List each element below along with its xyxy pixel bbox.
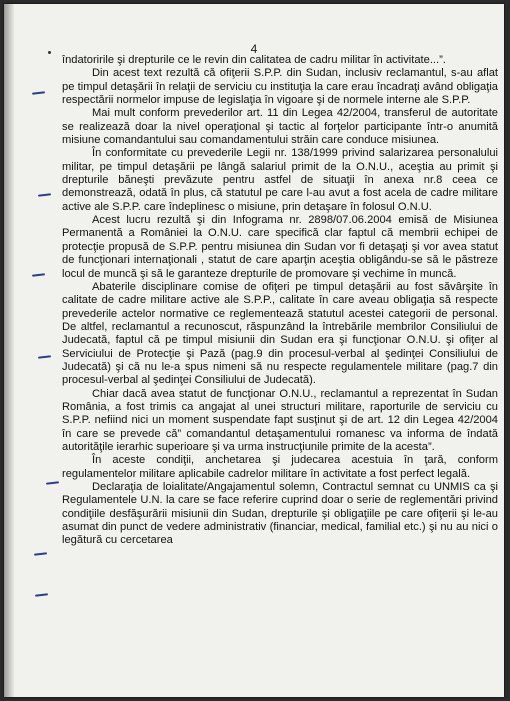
paragraph: Din acest text rezultă că ofiţerii S.P.P. din Sudan, inclusiv reclamantul, s-au aflat pe timpul detaşării în relaţii de serviciu cu instituţia la care erau încadraţi având obligaţia respectării normelor impuse de legislaţia în vigoare şi de normele interne ale S.P.P. [62, 67, 498, 107]
paragraph: Acest lucru rezultă şi din Infograma nr. 2898/07.06.2004 emisă de Misiunea Permanentă a României la O.N.U. care specifică clar faptul că membrii echipei de protecţie propusă de S.P.P. pentru misiunea din Sudan vor fi detaşaţi şi vor avea statut de funcţionari internaţionali , statut de care aparţin aceştia obligându-se să le păstreze locul de muncă şi să le garanteze drepturile de promovare şi vechime în muncă. [62, 214, 498, 280]
margin-pen-mark [34, 552, 47, 555]
paragraph: Declaraţia de loialitate/Angajamentul solemn, Contractul semnat cu UNMIS ca şi Regulamentele U.N. la care se face referire cuprind doar o serie de reglementări privind condiţiile desfăşurării misiunii din Sudan, drepturile şi obligaţiile pe care ofiţerii şi le-au asumat din punct de vedere administrativ (financiar, medical, familial etc.) şi nu au nici o legătură cu cercetarea [62, 481, 498, 547]
scan-speck [48, 51, 51, 54]
paragraph: îndatoririle şi drepturile ce le revin din calitatea de cadru militar în activitate...”. [62, 54, 446, 66]
paragraph: Mai mult conform prevederilor art. 11 din Legea 42/2004, transferul de autoritate se realizează doar la nivel operaţional şi tactic al forţelor participante într-o anumită misiune comandantului sau comandamentului străin care conduce misiunea. [62, 107, 498, 147]
margin-pen-mark [38, 355, 51, 358]
margin-pen-mark [38, 193, 51, 196]
document-page [4, 4, 504, 697]
document-body [62, 54, 498, 548]
paragraph: Abaterile disciplinare comise de ofiţeri pe timpul detaşării au fost săvârşite în calitate de cadre militare active ale S.P.P., calitate în care aveau obligaţia să respecte prevederile actelor normative ce reglementează statutul acestei categorii de personal. De altfel, reclamantul a recunoscut, răspunzând la întrebările membrilor Consiliului de Judecată, faptul că pe timpul misiunii din Sudan era şi funcţionar O.N.U. şi ofiţer al Serviciului de Protecţie şi Pază (pag.9 din procesul-verbal al şedinţei Consiliului de Judecată) şi că nu le-a spus nimeni să nu respecte regulamentele militare (pag.7 din procesul-verbal al şedinţei Consiliului de Judecată). [62, 280, 498, 387]
margin-pen-mark [35, 593, 48, 596]
paragraph: Chiar dacă avea statut de funcţionar O.N.U., reclamantul a reprezentat în Sudan România, a fost trimis ca angajat al unei structuri militare, raporturile de serviciu cu S.P.P. nefiind nici un moment suspendate fapt susţinut şi de art. 12 din Legea 42/2004 în care se prevede că” comandantul detaşamentului romanesc va informa de îndată autorităţile ierarhic superioare şi va urma instrucţiunile primite de la acesta”. [62, 387, 498, 453]
paragraph: În aceste condiţii, anchetarea şi judecarea acestuia în ţară, conform regulamentelor militare aplicabile cadrelor militare în activitate a fost perfect legală. [62, 454, 498, 480]
margin-pen-mark [46, 481, 59, 484]
page-number: 4 [250, 42, 258, 56]
paragraph: În conformitate cu prevederile Legii nr. 138/1999 privind salarizarea personalului militar, pe timpul detaşării pe lângă salariul primit de la O.N.U., aceştia au primit şi drepturile băneşti prevăzute pentru astfel de situaţii în anexa nr.8 ceea ce demonstrează, odată în plus, că statutul pe care l-au avut a fost acela de cadre militare active ale S.P.P. care îndeplinesc o misiune, prin detaşare în folosul O.N.U. [62, 147, 498, 213]
scan-edge-shadow [4, 4, 14, 697]
margin-pen-mark [32, 91, 45, 94]
margin-pen-mark [32, 273, 45, 276]
